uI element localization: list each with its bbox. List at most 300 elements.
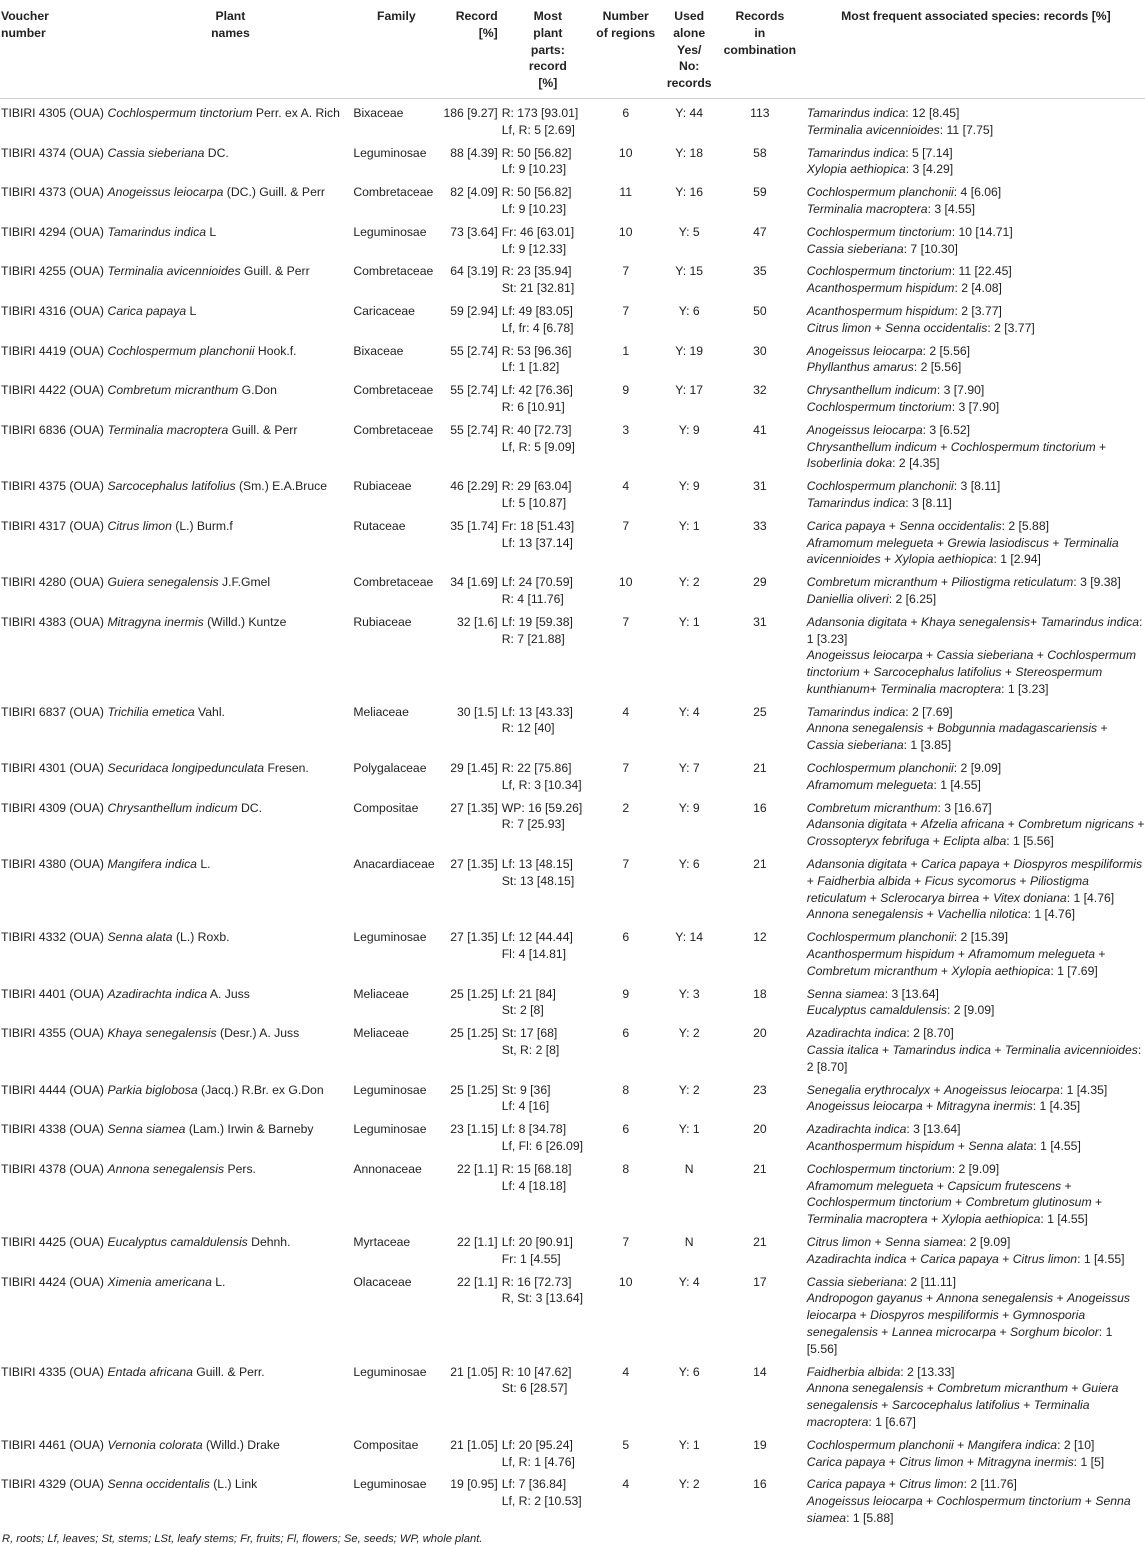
- species-record: +: [1030, 614, 1041, 629]
- table-row: [0, 754, 1145, 794]
- plant-parts-cell: [498, 794, 594, 850]
- used-alone-value: Y: 2: [678, 575, 700, 590]
- plant-part-record: Lf: 19 [59.38]: [501, 614, 573, 629]
- plant-parts-cell: [498, 850, 594, 923]
- plant-name-cell: [108, 218, 354, 258]
- used-alone-value: N: [684, 1161, 694, 1176]
- plant-name-cell: [108, 794, 354, 850]
- species-record: +: [937, 963, 952, 978]
- combination-count: 25: [753, 704, 767, 719]
- regions-count: 8: [622, 1161, 630, 1176]
- associated-species-entry: [807, 518, 1145, 535]
- regions-cell: [594, 376, 657, 416]
- species-name: Terminalia avicennioides: [806, 122, 940, 137]
- record-value: 22 [1.1]: [457, 1235, 498, 1249]
- used-alone-cell: [657, 1019, 720, 1075]
- used-alone-cell: [657, 472, 720, 512]
- table-row: [0, 1019, 1145, 1075]
- table-row: [0, 1268, 1145, 1358]
- species-name: Terminalia macroptera: [880, 681, 1002, 696]
- record-value: 30 [1.5]: [457, 704, 498, 719]
- combination-count: 41: [753, 422, 767, 437]
- species-record: +: [1019, 1398, 1034, 1413]
- combination-count: 59: [753, 185, 767, 200]
- species-name: Mitragyna inermis: [936, 1099, 1033, 1114]
- plant-author: J.F.Gmel: [218, 575, 271, 590]
- plant-scientific-name: Securidaca longipedunculata: [107, 761, 265, 776]
- species-name: Carica papaya: [806, 518, 886, 533]
- family-cell: [353, 980, 439, 1020]
- associated-species-cell: [799, 1470, 1145, 1526]
- associated-species-entry: [807, 591, 1145, 608]
- voucher-number: TIBIRI 4309 (OUA): [1, 800, 104, 815]
- associated-species-entry: [807, 1121, 1145, 1138]
- species-name: Combretum micranthum: [806, 800, 938, 815]
- species-name: Citrus limon: [806, 1235, 872, 1249]
- combination-count: 19: [753, 1437, 767, 1452]
- record-value: 19 [0.95]: [450, 1477, 498, 1492]
- plant-scientific-name: Ximenia americana: [107, 1274, 212, 1289]
- header-regions: Number of regions: [594, 0, 657, 98]
- plant-parts-cell: [498, 1470, 594, 1526]
- voucher-number: TIBIRI 4425 (OUA): [1, 1235, 104, 1249]
- table-row: [0, 297, 1145, 337]
- associated-species-entry: [807, 986, 1145, 1003]
- species-record: +: [871, 1235, 885, 1249]
- species-record: +: [1095, 947, 1106, 962]
- plant-parts-cell: [498, 376, 594, 416]
- species-name: Cassia sieberiana: [936, 648, 1034, 663]
- species-name: Terminalia avicennioides: [1004, 1043, 1138, 1058]
- species-name: Khaya senegalensis: [920, 614, 1031, 629]
- species-name: Citrus limon: [1012, 1251, 1078, 1266]
- family-name: Leguminosae: [353, 930, 427, 945]
- record-cell: [439, 297, 497, 337]
- voucher-number: TIBIRI 6836 (OUA): [1, 422, 104, 437]
- regions-count: 4: [622, 1364, 630, 1379]
- regions-count: 10: [618, 224, 633, 239]
- used-alone-cell: [657, 568, 720, 608]
- used-alone-cell: [657, 754, 720, 794]
- species-name: Senna occidentalis: [899, 518, 1002, 533]
- species-record: +: [1067, 1381, 1082, 1396]
- species-name: Bobgunnia madagascariensis: [937, 721, 1098, 736]
- species-record: : 1 [4.76]: [1066, 890, 1115, 905]
- plant-scientific-name: Anogeissus leiocarpa: [107, 185, 224, 200]
- species-record: +: [933, 535, 948, 550]
- plant-part-record: R: 12 [40]: [501, 721, 555, 736]
- regions-count: 7: [622, 303, 630, 318]
- plant-parts-cell: [498, 178, 594, 218]
- family-cell: [353, 416, 439, 472]
- plant-scientific-name: Cochlospermum tinctorium: [107, 105, 253, 120]
- species-record: : 2 [3.77]: [987, 320, 1035, 335]
- regions-cell: [594, 178, 657, 218]
- species-name: Piliostigma reticulatum: [806, 873, 1089, 905]
- plant-part-record: Lf: 8 [34.78]: [501, 1122, 567, 1137]
- associated-species-cell: [799, 850, 1145, 923]
- voucher-cell: [0, 568, 108, 608]
- plant-parts-cell: [498, 698, 594, 754]
- associated-species-entry: [807, 439, 1145, 473]
- species-record: : 2 [7.69]: [905, 704, 953, 719]
- plant-author: DC.: [237, 800, 262, 815]
- plant-part-record: R: 29 [63.04]: [501, 479, 572, 494]
- used-alone-cell: [657, 1431, 720, 1471]
- family-cell: [353, 218, 439, 258]
- associated-species-entry: [807, 184, 1145, 201]
- plant-part-record: R: 23 [35.94]: [501, 264, 572, 279]
- combination-cell: [721, 257, 799, 297]
- species-name: Cassia italica: [806, 1043, 879, 1058]
- species-record: : 2 [4.08]: [954, 281, 1002, 296]
- voucher-number: TIBIRI 4355 (OUA): [1, 1026, 104, 1041]
- used-alone-value: Y: 6: [678, 303, 700, 318]
- plant-name-cell: [108, 698, 354, 754]
- species-record: +: [922, 1291, 937, 1306]
- regions-cell: [594, 1470, 657, 1526]
- header-record: Record [%]: [439, 0, 497, 98]
- species-name: Gymnosporia senegalensis: [806, 1308, 1086, 1339]
- family-name: Combretaceae: [353, 185, 434, 200]
- species-record: +: [923, 907, 938, 922]
- species-record: : 1 [4.55]: [1040, 1212, 1088, 1227]
- combination-count: 31: [753, 479, 767, 494]
- family-cell: [353, 1155, 439, 1228]
- combination-count: 32: [753, 383, 767, 398]
- plant-name-cell: [108, 337, 354, 377]
- species-name: Aframomum melegueta: [806, 535, 934, 550]
- associated-species-entry: [807, 1234, 1145, 1251]
- plant-scientific-name: Cassia sieberiana: [107, 145, 205, 160]
- species-record: +: [880, 552, 895, 567]
- plant-name-cell: [108, 850, 354, 923]
- species-record: +: [999, 857, 1014, 872]
- voucher-number: TIBIRI 4461 (OUA): [1, 1437, 104, 1452]
- used-alone-cell: [657, 512, 720, 568]
- species-name: Xylopia aethiopica: [806, 162, 906, 177]
- combination-cell: [721, 1470, 799, 1526]
- species-name: Terminalia avicennioides: [806, 535, 1119, 567]
- species-name: Cochlospermum tinctorium: [806, 399, 952, 414]
- voucher-number: TIBIRI 4280 (OUA): [1, 575, 104, 590]
- plant-part-record: R: 7 [25.93]: [501, 817, 565, 832]
- used-alone-value: Y: 4: [678, 704, 700, 719]
- plant-part-record: R: 50 [56.82]: [501, 185, 572, 200]
- species-name: Terminalia macroptera: [806, 1398, 1090, 1429]
- used-alone-cell: [657, 218, 720, 258]
- associated-species-entry: [807, 800, 1145, 817]
- species-name: Xylopia aethiopica: [941, 1212, 1041, 1227]
- regions-cell: [594, 850, 657, 923]
- species-name: Isoberlinia doka: [806, 456, 893, 471]
- species-record: +: [954, 947, 969, 962]
- species-name: Combretum nigricans: [1018, 817, 1134, 832]
- used-alone-value: Y: 1: [678, 1122, 700, 1137]
- species-record: +: [990, 1043, 1005, 1058]
- regions-cell: [594, 1358, 657, 1431]
- table-row: [0, 980, 1145, 1020]
- plant-parts-cell: [498, 337, 594, 377]
- record-cell: [439, 1470, 497, 1526]
- family-cell: [353, 1228, 439, 1268]
- plant-author: DC.: [204, 145, 229, 160]
- species-record: +: [936, 439, 951, 454]
- species-name: Adansonia digitata: [806, 614, 908, 629]
- species-name: Sorghum bicolor: [1010, 1324, 1099, 1339]
- voucher-cell: [0, 1470, 108, 1526]
- used-alone-cell: [657, 1155, 720, 1228]
- species-name: Adansonia digitata: [806, 817, 908, 832]
- plant-part-record: St, R: 2 [8]: [501, 1043, 560, 1058]
- voucher-cell: [0, 1228, 108, 1268]
- regions-count: 6: [622, 105, 630, 120]
- combination-cell: [721, 1115, 799, 1155]
- record-value: 25 [1.25]: [450, 1026, 498, 1041]
- species-name: Vachellia nilotica: [937, 907, 1028, 922]
- species-record: +: [910, 873, 925, 888]
- used-alone-cell: [657, 1358, 720, 1431]
- associated-species-entry: [807, 1437, 1145, 1454]
- table-row: [0, 139, 1145, 179]
- used-alone-value: Y: 7: [678, 761, 700, 776]
- table-row: [0, 257, 1145, 297]
- species-name: Annona senegalensis: [806, 907, 924, 922]
- voucher-number: TIBIRI 4301 (OUA): [1, 761, 104, 776]
- plant-part-record: St: 17 [68]: [501, 1026, 558, 1041]
- associated-species-entry: [807, 478, 1145, 495]
- family-name: Combretaceae: [353, 264, 434, 279]
- regions-count: 10: [618, 145, 633, 160]
- used-alone-value: Y: 18: [675, 145, 704, 160]
- plant-part-record: Fl: 4 [14.81]: [501, 947, 567, 962]
- combination-cell: [721, 754, 799, 794]
- plant-author: Guill. & Perr: [228, 422, 298, 437]
- table-row: [0, 1155, 1145, 1228]
- species-record: : 2 [5.88]: [1001, 518, 1049, 533]
- associated-species-entry: [807, 303, 1145, 320]
- plant-part-record: R: 16 [72.73]: [501, 1274, 572, 1289]
- record-cell: [439, 698, 497, 754]
- used-alone-value: Y: 15: [675, 264, 704, 279]
- associated-species-entry: [807, 1025, 1145, 1042]
- voucher-cell: [0, 980, 108, 1020]
- associated-species-entry: [807, 574, 1145, 591]
- used-alone-value: Y: 9: [678, 479, 700, 494]
- species-name: Acanthospermum hispidum: [806, 281, 955, 296]
- table-row: [0, 698, 1145, 754]
- species-name: Afzelia africana: [920, 817, 1005, 832]
- species-name: Xylopia aethiopica: [894, 552, 994, 567]
- species-name: Tamarindus indica: [806, 495, 906, 510]
- species-record: : 12 [8.45]: [905, 105, 960, 120]
- regions-count: 6: [622, 930, 630, 945]
- associated-species-entry: [807, 1454, 1145, 1471]
- combination-count: 14: [753, 1364, 767, 1379]
- record-value: 23 [1.15]: [450, 1122, 498, 1137]
- combination-cell: [721, 512, 799, 568]
- plant-part-record: R: 15 [68.18]: [501, 1161, 572, 1176]
- species-name: Senna alata: [968, 1139, 1034, 1154]
- species-name: Senna siamea: [885, 1235, 963, 1249]
- species-record: +: [877, 1398, 892, 1413]
- used-alone-cell: [657, 337, 720, 377]
- regions-cell: [594, 1155, 657, 1228]
- record-cell: [439, 98, 497, 138]
- used-alone-cell: [657, 698, 720, 754]
- voucher-cell: [0, 850, 108, 923]
- combination-count: 23: [753, 1082, 767, 1097]
- plant-parts-cell: [498, 1155, 594, 1228]
- species-record: : 2 [10]: [1057, 1437, 1095, 1452]
- combination-cell: [721, 850, 799, 923]
- associated-species-cell: [799, 794, 1145, 850]
- associated-species-entry: [807, 105, 1145, 122]
- family-name: Bixaceae: [353, 105, 404, 120]
- species-name: Cochlospermum planchonii: [806, 185, 954, 200]
- species-record: +: [998, 1308, 1013, 1323]
- species-record: : 2 [9.09]: [951, 1161, 1000, 1176]
- species-name: Piliostigma reticulatum: [951, 575, 1074, 590]
- plant-part-record: Lf, R: 5 [9.09]: [501, 439, 575, 454]
- combination-count: 21: [753, 761, 767, 776]
- voucher-number: TIBIRI 4332 (OUA): [1, 930, 104, 945]
- species-name: Carica papaya: [806, 1477, 886, 1492]
- regions-count: 9: [622, 986, 630, 1001]
- plant-author: Dehnh.: [247, 1235, 291, 1249]
- plant-author: L: [206, 224, 217, 239]
- header-associated: Most frequent associated species: records [%]: [799, 0, 1145, 98]
- plant-scientific-name: Mangifera indica: [107, 857, 197, 872]
- voucher-number: TIBIRI 4374 (OUA): [1, 145, 104, 160]
- species-record: : 1 [5.56]: [806, 1324, 1113, 1356]
- species-record: +: [998, 1251, 1013, 1266]
- species-name: Chrysanthellum indicum: [806, 383, 937, 398]
- species-record: : 1 [7.69]: [1050, 963, 1098, 978]
- associated-species-entry: [807, 1138, 1145, 1155]
- species-name: Crossopteryx febrifuga: [806, 834, 930, 849]
- associated-species-entry: [807, 161, 1145, 178]
- regions-count: 7: [622, 518, 630, 533]
- family-cell: [353, 1358, 439, 1431]
- header-plant: Plant names: [108, 0, 354, 98]
- species-record: : 4 [6.06]: [953, 185, 1002, 200]
- plant-name-cell: [108, 1155, 354, 1228]
- voucher-number: TIBIRI 4316 (OUA): [1, 303, 104, 318]
- plant-name-cell: [108, 754, 354, 794]
- combination-count: 20: [753, 1122, 767, 1137]
- regions-cell: [594, 1019, 657, 1075]
- plant-scientific-name: Guiera senegalensis: [107, 575, 219, 590]
- plant-author: Pers.: [224, 1161, 256, 1176]
- associated-species-entry: [807, 535, 1145, 569]
- associated-species-entry: [807, 422, 1145, 439]
- species-name: Eucalyptus camaldulensis: [806, 1003, 947, 1018]
- regions-count: 9: [622, 383, 630, 398]
- species-name: Anogeissus leiocarpa: [943, 1082, 1060, 1097]
- voucher-cell: [0, 472, 108, 512]
- species-record: : 3 [4.29]: [905, 162, 954, 177]
- plant-scientific-name: Citrus limon: [107, 518, 172, 533]
- combination-cell: [721, 337, 799, 377]
- used-alone-value: Y: 5: [678, 224, 700, 239]
- plant-parts-cell: [498, 923, 594, 979]
- record-cell: [439, 1431, 497, 1471]
- associated-species-entry: [807, 201, 1145, 218]
- plant-scientific-name: Tamarindus indica: [107, 224, 206, 239]
- plant-author: Hook.f.: [254, 343, 297, 358]
- voucher-cell: [0, 257, 108, 297]
- associated-species-entry: [807, 1476, 1145, 1493]
- plant-author: (Lam.) Irwin & Barneby: [185, 1122, 314, 1137]
- family-cell: [353, 512, 439, 568]
- voucher-cell: [0, 337, 108, 377]
- plant-scientific-name: Sarcocephalus latifolius: [107, 479, 236, 494]
- regions-count: 5: [622, 1437, 630, 1452]
- combination-count: 29: [753, 575, 767, 590]
- species-name: Tamarindus indica: [1040, 614, 1140, 629]
- species-record: +: [907, 817, 921, 832]
- voucher-number: TIBIRI 4338 (OUA): [1, 1122, 104, 1137]
- species-record: : 2 [11.76]: [963, 1477, 1017, 1492]
- associated-species-cell: [799, 218, 1145, 258]
- associated-species-entry: [807, 399, 1145, 416]
- regions-count: 6: [622, 1122, 630, 1137]
- associated-species-entry: [807, 1161, 1145, 1178]
- species-record: : 1 [4.55]: [1033, 1139, 1081, 1154]
- record-value: 27 [1.35]: [450, 800, 498, 815]
- table-body: [0, 98, 1145, 1526]
- record-cell: [439, 1228, 497, 1268]
- record-cell: [439, 1358, 497, 1431]
- associated-species-cell: [799, 257, 1145, 297]
- combination-cell: [721, 139, 799, 179]
- associated-species-cell: [799, 512, 1145, 568]
- associated-species-entry: [807, 647, 1145, 697]
- combination-count: 21: [753, 1235, 767, 1249]
- used-alone-value: Y: 1: [678, 614, 700, 629]
- combination-cell: [721, 1155, 799, 1228]
- family-name: Caricaceae: [353, 303, 415, 318]
- species-name: Phyllanthus amarus: [806, 360, 914, 375]
- associated-species-cell: [799, 698, 1145, 754]
- associated-species-entry: [807, 1082, 1145, 1099]
- species-name: Combretum micranthum: [806, 963, 938, 978]
- associated-species-entry: [807, 946, 1145, 980]
- plant-parts-cell: [498, 257, 594, 297]
- voucher-number: TIBIRI 4383 (OUA): [1, 614, 104, 629]
- associated-species-entry: [807, 1290, 1145, 1357]
- associated-species-cell: [799, 1019, 1145, 1075]
- plant-author: (DC.) Guill. & Perr: [223, 185, 325, 200]
- plant-author: L.: [211, 1274, 226, 1289]
- record-value: 25 [1.25]: [450, 986, 498, 1001]
- table-row: [0, 850, 1145, 923]
- voucher-number: TIBIRI 4380 (OUA): [1, 857, 104, 872]
- family-name: Rubiaceae: [353, 614, 412, 629]
- voucher-number: TIBIRI 4378 (OUA): [1, 1161, 104, 1176]
- associated-species-cell: [799, 1115, 1145, 1155]
- species-record: +: [979, 890, 994, 905]
- family-cell: [353, 850, 439, 923]
- record-value: 21 [1.05]: [450, 1437, 498, 1452]
- species-name: Adansonia digitata: [806, 857, 908, 872]
- species-name: Acanthospermum hispidum: [806, 303, 955, 318]
- plant-part-record: Lf: 21 [84]: [501, 986, 556, 1001]
- species-name: Terminalia macroptera: [806, 201, 928, 216]
- voucher-cell: [0, 178, 108, 218]
- family-name: Combretaceae: [353, 422, 434, 437]
